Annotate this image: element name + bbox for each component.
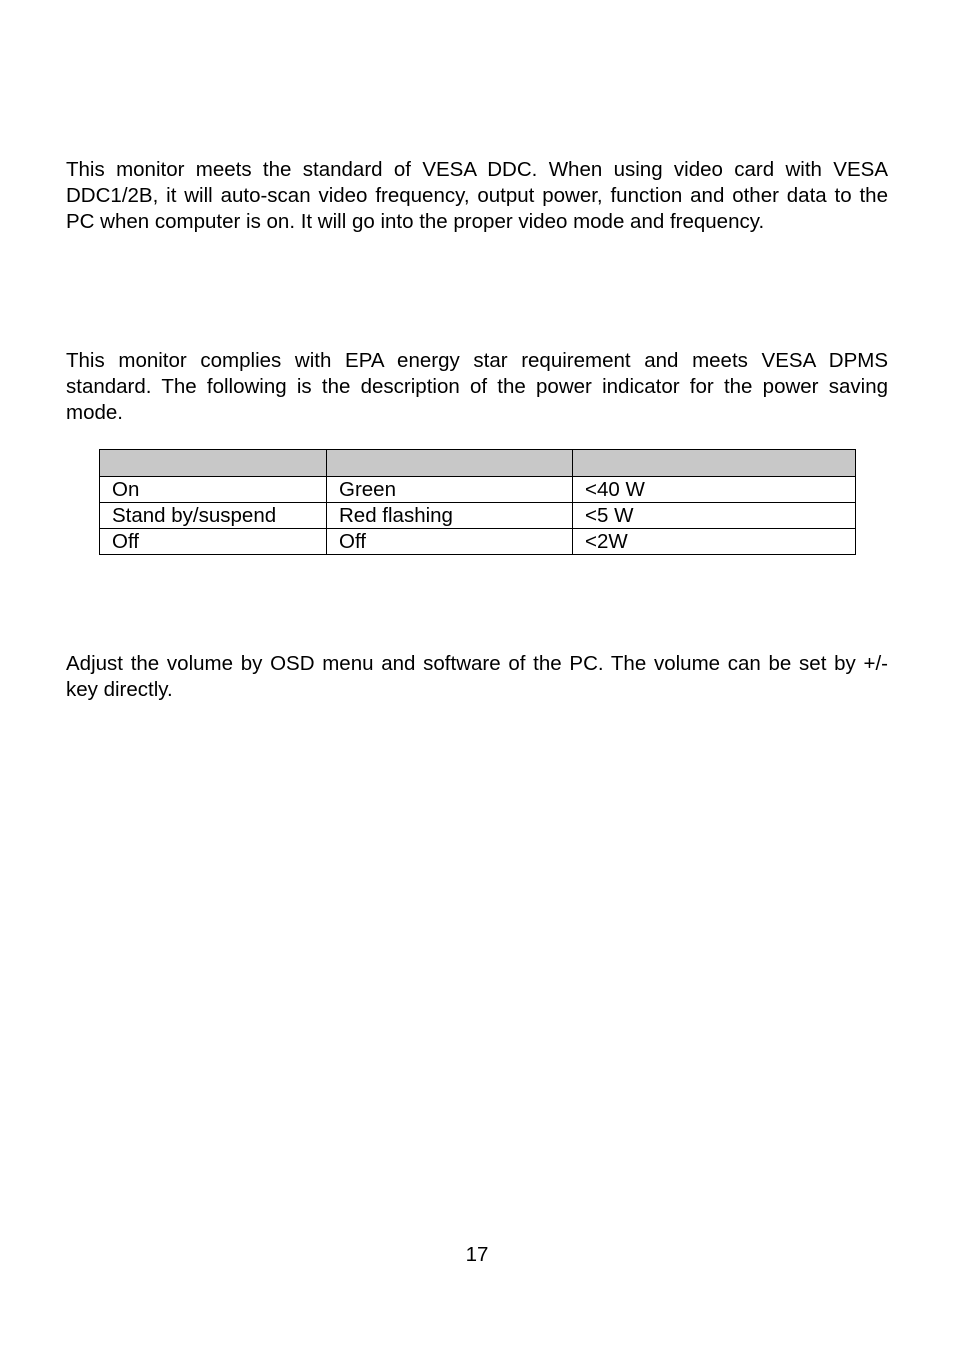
table-header-row	[100, 450, 856, 477]
table-cell-led: Green	[327, 477, 573, 503]
table-cell-mode: On	[100, 477, 327, 503]
table-cell-power: <2W	[573, 529, 856, 555]
table-cell-mode: Off	[100, 529, 327, 555]
table-header-cell	[327, 450, 573, 477]
page-number: 17	[465, 1243, 489, 1266]
table-row	[100, 477, 856, 503]
table-cell-mode: Stand by/suspend	[100, 503, 327, 529]
table-row	[100, 503, 856, 529]
volume-paragraph: Adjust the volume by OSD menu and software of the PC. The volume can be set by +/- key directly.	[66, 652, 888, 701]
table-cell-power: <5 W	[573, 503, 856, 529]
table-cell-led: Off	[327, 529, 573, 555]
power-indicator-table	[99, 449, 856, 555]
power-saving-paragraph: This monitor complies with EPA energy star requirement and meets VESA DPMS standard. The following is the description of the power indicator for the power saving mode.	[66, 349, 888, 424]
table-header-cell	[100, 450, 327, 477]
ddc-paragraph: This monitor meets the standard of VESA DDC. When using video card with VESA DDC1/2B, it will auto-scan video frequency, output power, function and other data to the PC when computer is on. It will go into the proper video mode and frequency.	[66, 158, 888, 233]
table-cell-led: Red flashing	[327, 503, 573, 529]
table-row	[100, 529, 856, 555]
table-header-cell	[573, 450, 856, 477]
table-cell-power: <40 W	[573, 477, 856, 503]
